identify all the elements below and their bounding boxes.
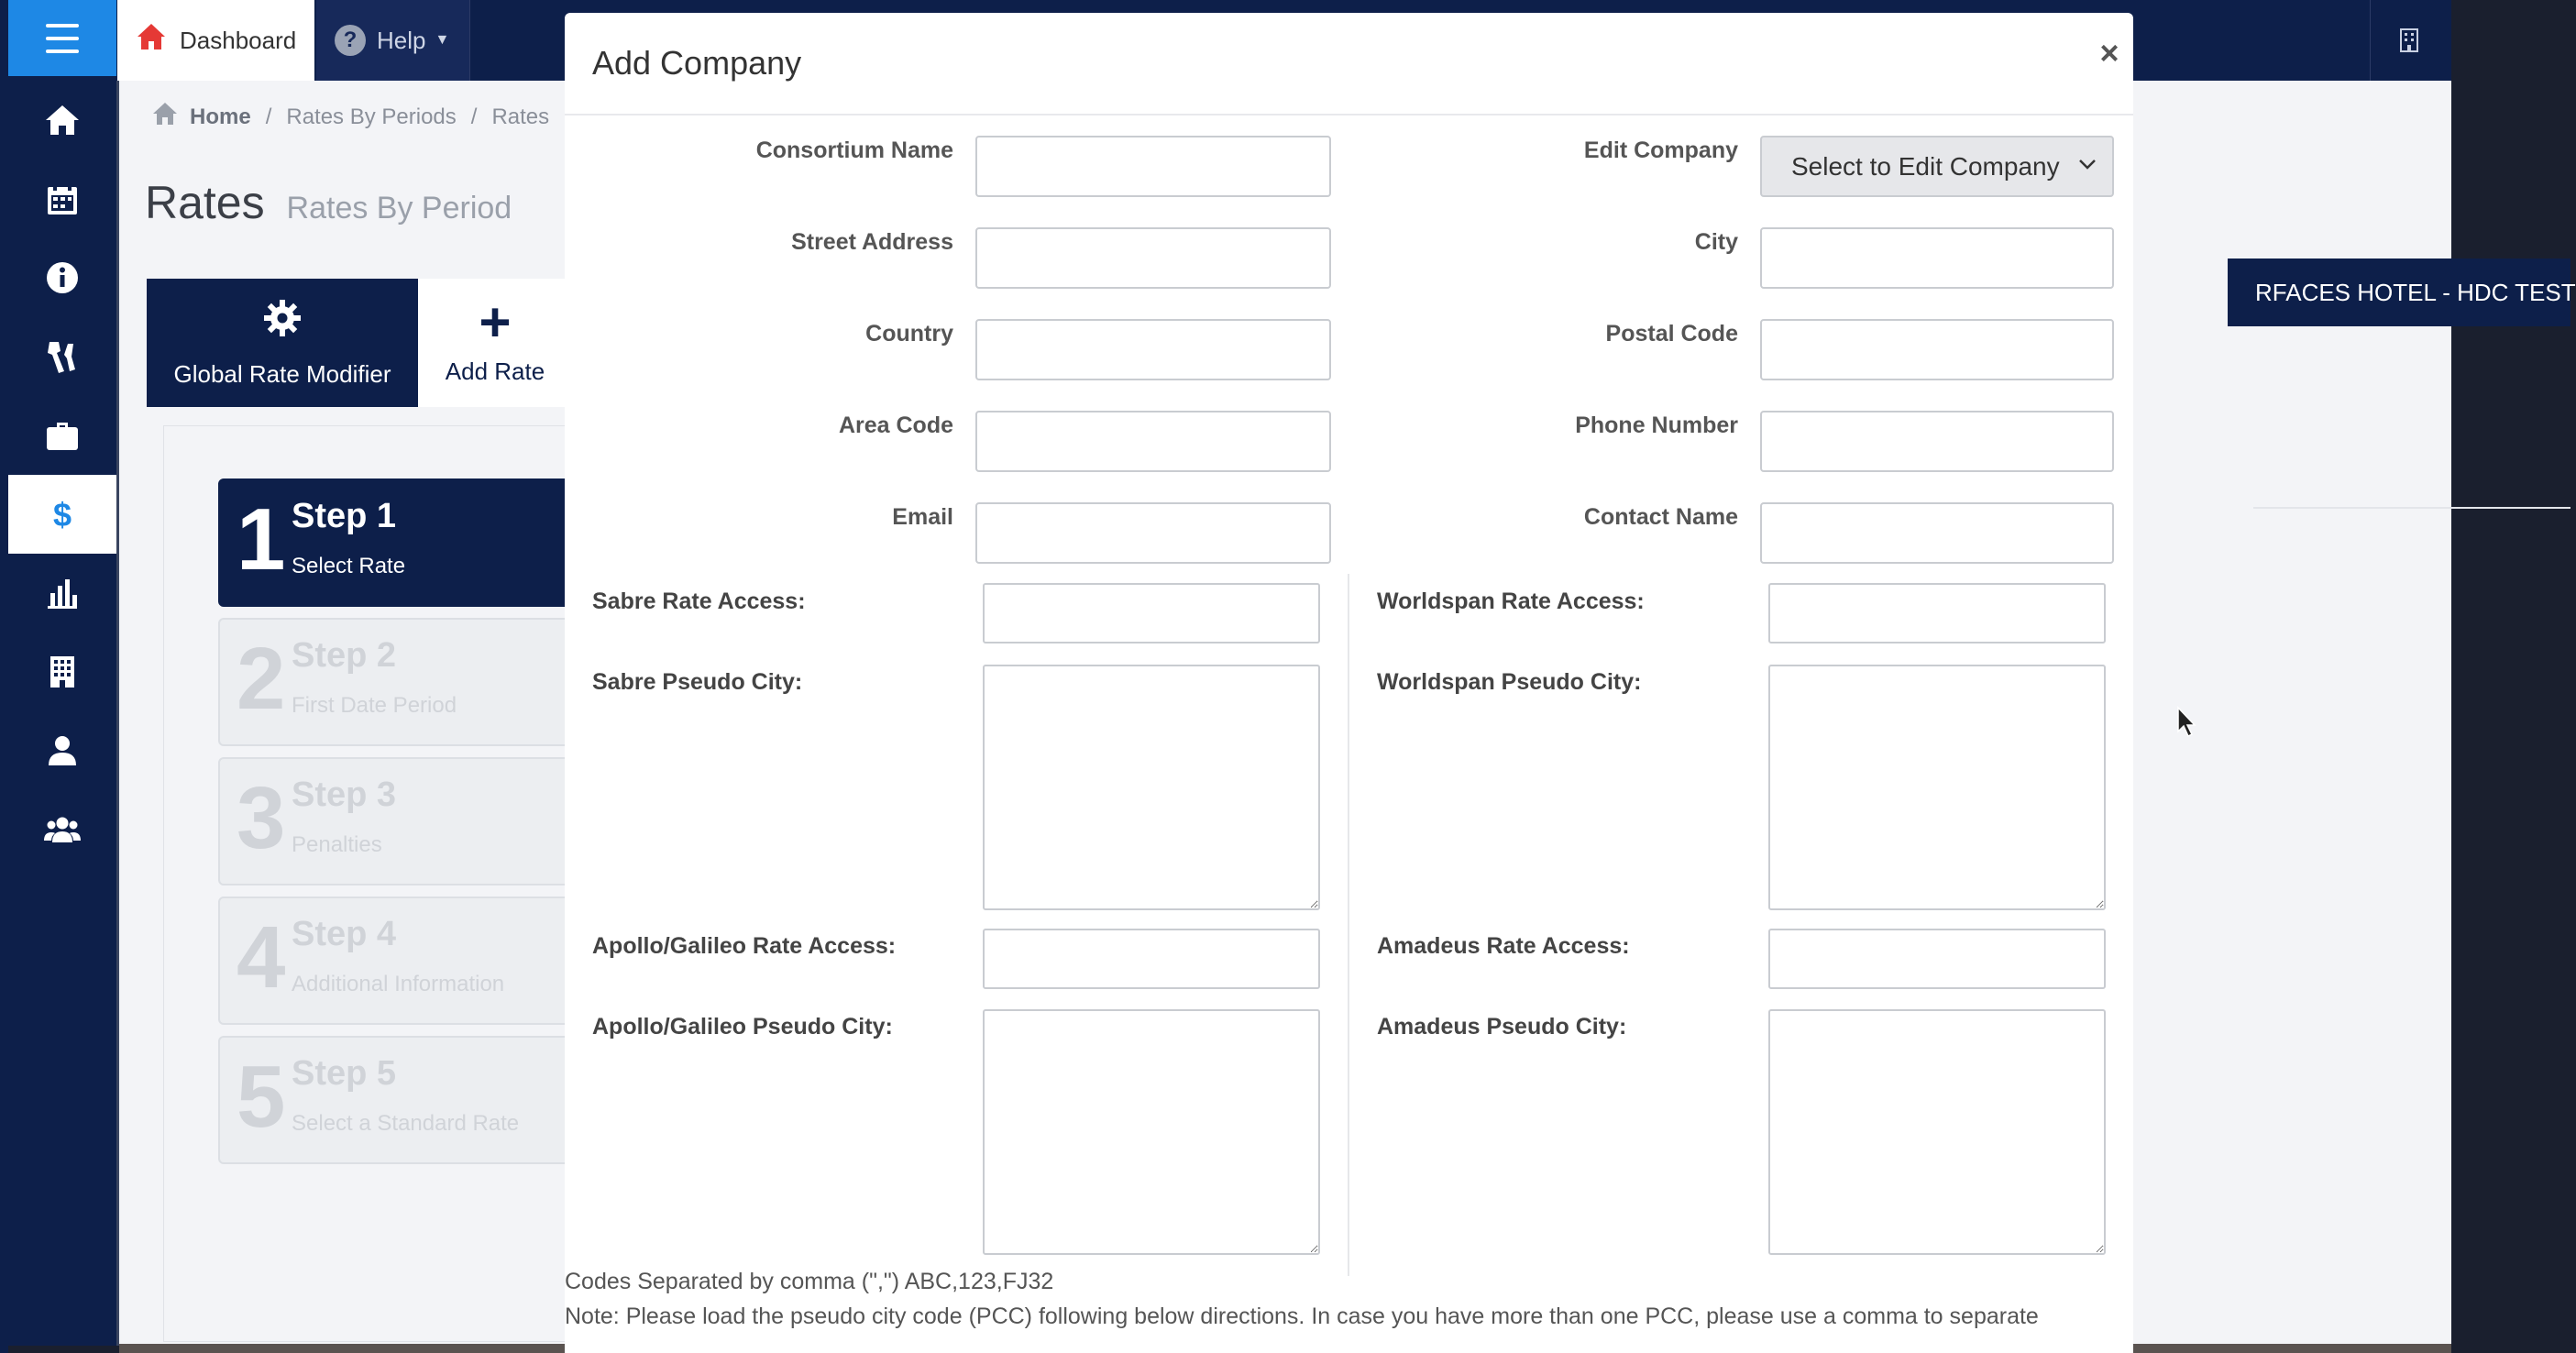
home-icon [44, 102, 81, 138]
menu-toggle-button[interactable] [8, 0, 116, 76]
wizard-step-4[interactable] [218, 896, 585, 1025]
amadeus-rate-access-input[interactable] [1768, 929, 2106, 989]
step-number: 2 [237, 630, 286, 728]
sidebar-item-property[interactable] [8, 632, 116, 711]
mouse-cursor-icon [2176, 706, 2198, 739]
calendar-icon [44, 181, 81, 217]
worldspan-pseudo-city-label: Worldspan Pseudo City: [1377, 669, 1642, 695]
contact-name-input[interactable] [1760, 502, 2114, 564]
gds-column-divider [1348, 574, 1349, 1276]
wizard-step-5[interactable] [218, 1036, 585, 1164]
worldspan-pseudo-city-textarea[interactable] [1768, 665, 2106, 910]
sidebar-item-user[interactable] [8, 711, 116, 790]
sidebar [8, 81, 116, 1346]
step-title: Step 3 [292, 776, 397, 814]
step-subtitle: Additional Information [292, 972, 505, 996]
sidebar-item-tools[interactable] [8, 317, 116, 396]
page-subtitle: Rates By Period [286, 191, 512, 226]
user-icon [44, 732, 81, 769]
sidebar-item-calendar[interactable] [8, 160, 116, 238]
amadeus-rate-access-label: Amadeus Rate Access: [1377, 933, 1630, 959]
sidebar-item-briefcase[interactable] [8, 396, 116, 475]
caret-down-icon: ▼ [435, 32, 450, 48]
users-icon [44, 811, 81, 848]
sabre-pseudo-city-textarea[interactable] [983, 665, 1320, 910]
hotel-name-banner [2228, 258, 2576, 326]
sidebar-item-users[interactable] [8, 790, 116, 869]
breadcrumb-rates: Rates [491, 104, 550, 129]
tools-icon [44, 338, 81, 375]
wizard-step-1[interactable] [218, 478, 585, 607]
step-number: 1 [237, 490, 286, 588]
home-icon [151, 101, 179, 133]
page-title-main: Rates [145, 177, 265, 228]
postal-code-label: Postal Code [1605, 321, 1738, 346]
sidebar-item-reports[interactable] [8, 554, 116, 632]
country-input[interactable] [975, 319, 1331, 380]
city-input[interactable] [1760, 227, 2114, 289]
step-title: Step 4 [292, 915, 397, 953]
amadeus-pseudo-city-textarea[interactable] [1768, 1009, 2106, 1255]
breadcrumb-separator: / [265, 104, 272, 129]
dollar-icon [44, 496, 81, 533]
divider [2253, 507, 2570, 509]
global-rate-modifier-button[interactable] [147, 279, 418, 407]
info-icon [44, 259, 81, 296]
step-number: 3 [237, 769, 286, 867]
sidebar-item-home[interactable] [8, 81, 116, 160]
breadcrumb-separator: / [470, 104, 478, 129]
city-label: City [1694, 229, 1738, 255]
briefcase-icon [44, 417, 81, 454]
sabre-rate-access-input[interactable] [983, 583, 1320, 644]
add-company-modal [565, 13, 2133, 1353]
country-label: Country [865, 321, 953, 346]
sidebar-item-rates[interactable] [8, 475, 116, 554]
close-button[interactable]: × [2099, 34, 2119, 72]
step-title: Step 2 [292, 636, 397, 675]
apollo-rate-access-input[interactable] [983, 929, 1320, 989]
building-icon [44, 654, 81, 690]
step-title: Step 1 [292, 497, 397, 535]
codes-separator-note: Codes Separated by comma (",") ABC,123,FJ32 [565, 1269, 1054, 1294]
pcc-instructions-note: Note: Please load the pseudo city code (PCC) following below directions. In case you have more than one PCC, please use a comma to separate [565, 1304, 2039, 1329]
apollo-pseudo-city-label: Apollo/Galileo Pseudo City: [592, 1014, 893, 1040]
wizard-step-3[interactable] [218, 757, 585, 886]
sabre-pseudo-city-label: Sabre Pseudo City: [592, 669, 803, 695]
step-subtitle: Select Rate [292, 554, 406, 578]
home-icon [136, 22, 167, 59]
email-input[interactable] [975, 502, 1331, 564]
dashboard-label: Dashboard [180, 26, 297, 54]
consortium-name-label: Consortium Name [755, 138, 953, 163]
edit-company-select[interactable] [1760, 136, 2114, 197]
modal-header [565, 13, 2133, 116]
step-subtitle: First Date Period [292, 693, 457, 718]
question-circle-icon: ? [335, 25, 366, 56]
sidebar-item-info[interactable] [8, 238, 116, 317]
worldspan-rate-access-label: Worldspan Rate Access: [1377, 588, 1645, 614]
street-address-input[interactable] [975, 227, 1331, 289]
wizard-step-2[interactable] [218, 618, 585, 746]
help-menu[interactable] [316, 0, 470, 81]
phone-number-label: Phone Number [1575, 412, 1738, 438]
area-code-label: Area Code [838, 412, 953, 438]
bar-chart-icon [44, 575, 81, 611]
page-title [145, 176, 512, 229]
postal-code-input[interactable] [1760, 319, 2114, 380]
breadcrumb [151, 101, 549, 133]
step-number: 5 [237, 1048, 286, 1146]
breadcrumb-home-link[interactable]: Home [190, 104, 251, 129]
dashboard-tab[interactable] [117, 0, 314, 81]
step-title: Step 5 [292, 1054, 397, 1093]
hotel-name: RFACES HOTEL - HDC TEST [2255, 278, 2576, 306]
phone-number-input[interactable] [1760, 411, 2114, 472]
building-icon[interactable] [2370, 0, 2448, 81]
area-code-input[interactable] [975, 411, 1331, 472]
help-label: Help [377, 26, 426, 54]
add-rate-button[interactable] [418, 279, 572, 407]
consortium-name-input[interactable] [975, 136, 1331, 197]
apollo-pseudo-city-textarea[interactable] [983, 1009, 1320, 1255]
chevron-down-icon [2077, 154, 2097, 174]
gear-icon [262, 298, 303, 349]
email-label: Email [892, 504, 953, 530]
edit-company-label: Edit Company [1583, 138, 1738, 163]
sabre-rate-access-label: Sabre Rate Access: [592, 588, 806, 614]
apollo-rate-access-label: Apollo/Galileo Rate Access: [592, 933, 897, 959]
plus-icon: + [479, 291, 512, 353]
hamburger-icon [46, 19, 79, 58]
step-number: 4 [237, 908, 286, 1006]
svg-text:$: $ [52, 496, 72, 534]
left-edge [0, 0, 8, 1353]
global-rate-modifier-label: Global Rate Modifier [173, 359, 391, 388]
worldspan-rate-access-input[interactable] [1768, 583, 2106, 644]
step-subtitle: Select a Standard Rate [292, 1111, 520, 1136]
street-address-label: Street Address [791, 229, 953, 255]
amadeus-pseudo-city-label: Amadeus Pseudo City: [1377, 1014, 1627, 1040]
edit-company-select-value: Select to Edit Company [1791, 151, 2060, 181]
modal-title: Add Company [592, 44, 802, 82]
contact-name-label: Contact Name [1583, 504, 1738, 530]
breadcrumb-rates-by-periods-link[interactable]: Rates By Periods [286, 104, 457, 129]
step-subtitle: Penalties [292, 832, 382, 857]
add-rate-label: Add Rate [445, 357, 545, 385]
